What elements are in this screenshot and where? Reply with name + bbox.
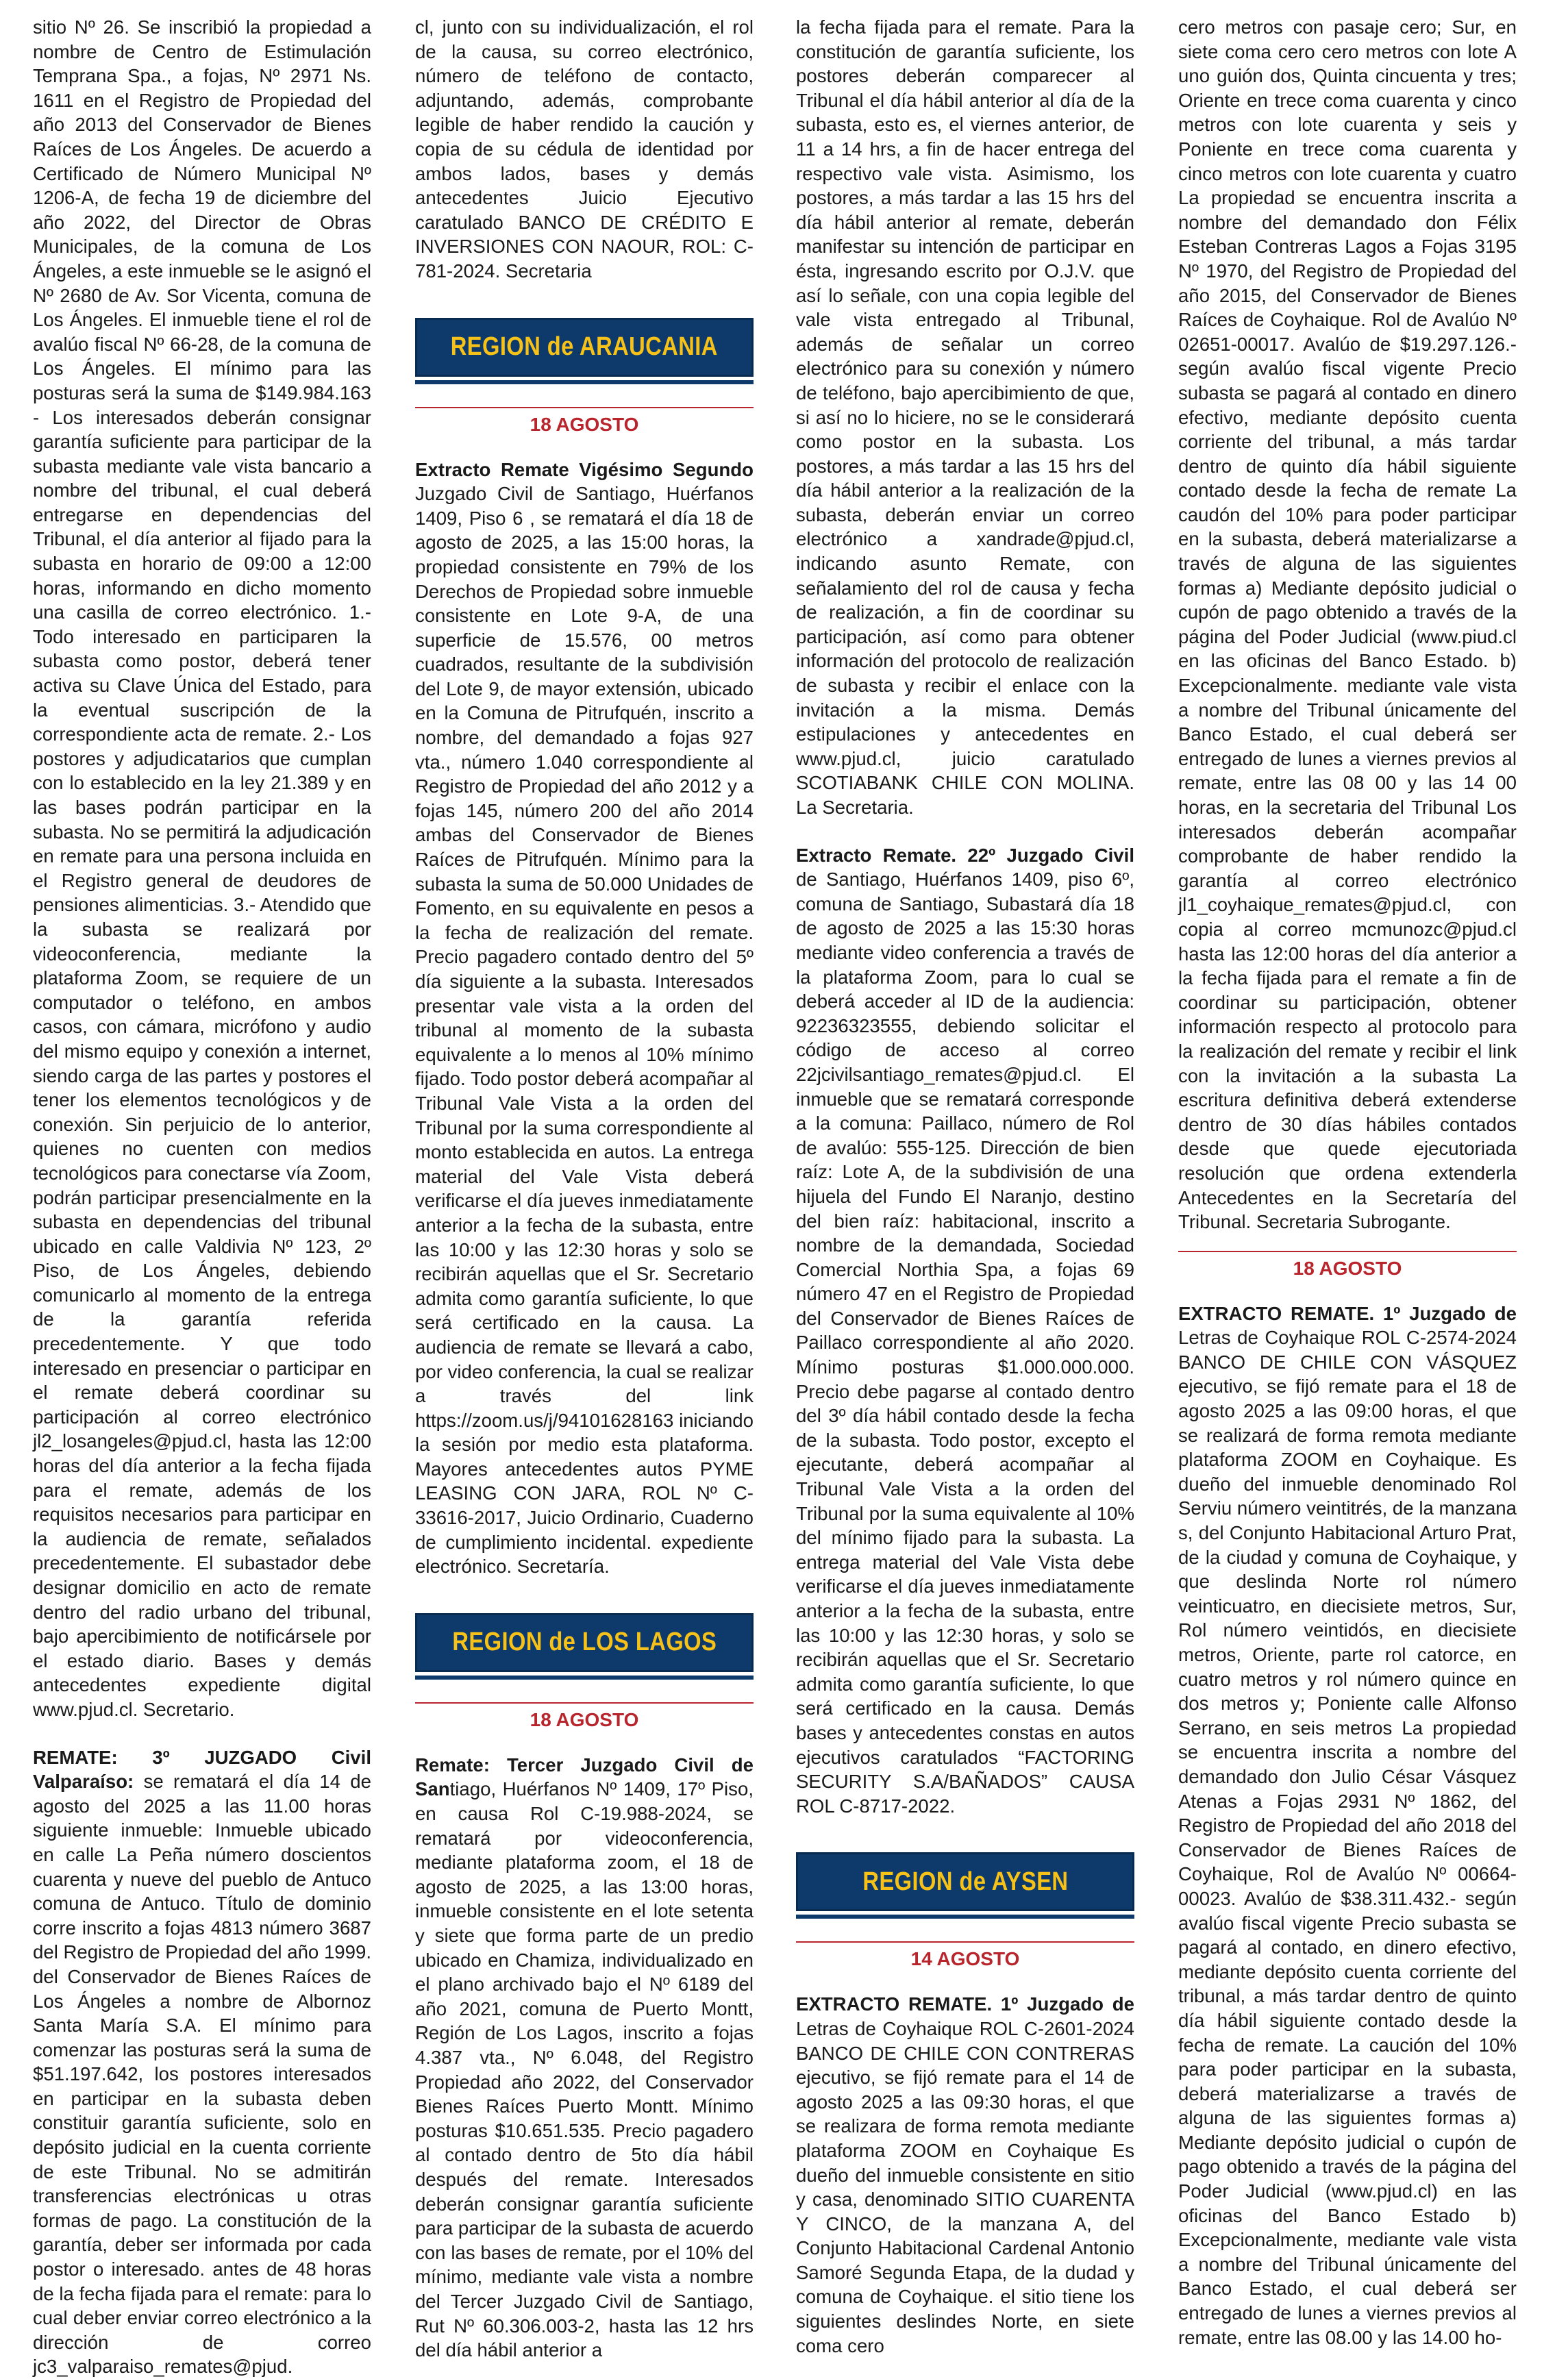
region-banner-los-lagos	[415, 1613, 754, 1672]
notice-pitrufquen	[415, 458, 754, 1579]
notice-coyhaique-contreras	[796, 1992, 1134, 2358]
date-section	[796, 1941, 1134, 1978]
notice-coyhaique-contreras-continued: cero metros con pasaje cero; Sur, en siete coma cero cero metros con lote A uno guión dos, Quinta cincuenta y tres; Oriente en trece coma cuarenta y cinco metros con lote cuarenta y seis y Poniente en trece coma cuarenta y cinco metros con lote cuarenta y cuatro La propiedad se encuentra inscrita a nombre del demandado don Félix Esteban Contreras Lagos a Fojas 3195 Nº 1970, del Registro de Propiedad del año 2015, del Conservador de Bienes Raíces de Coyhaique. Rol de Avalúo Nº 02651-00017. Avalúo de $19.297.126.- según avalúo fiscal vigente Precio subasta se pagará al contado en dinero efectivo, mediante depósito cuenta corriente del tribunal, a más tardar dentro de quinto día hábil siguiente contado desde la fecha de remate La caudón del 10% para poder participar en la subasta, deberá materializarse a través de alguna de las siguientes formas a) Mediante depósito judicial o cupón de pago obtenido a través de la página del Poder Judicial (www.piud.cl en las oficinas del Banco Estado. b) Excepcionalmente. mediante vale vista a nombre del Tribunal únicamente del Banco Estado, el cual deberá ser entregado de lunes a viernes previos al remate, entre las 08 00 y las 14 00 horas, en la secretaria del Tribunal Los interesados deberán acompañar comprobante de haber rendido la garantía al correo electrónico jl1_coyhaique_remates@pjud.cl, con copia al correo mcmunozc@pjud.cl hasta las 12:00 horas del día anterior a la fecha fijada para el remate a fin de coordinar su participación, obtener información respecto al protocolo para la realización del remate y recibir el link con la invitación a la subasta La escritura definitiva deberá extenderse dentro de 30 días hábiles contados desde que quede ejecutoriada resolución que ordena extenderla Antecedentes en la Secretaría del Tribunal. Secretaria Subrogante.	[1178, 16, 1517, 1233]
notice-coyhaique-vasquez	[1178, 1301, 1517, 2350]
notice-puerto-montt	[415, 1753, 754, 2363]
column-2	[415, 15, 754, 2361]
notice-los-angeles-continued: sitio Nº 26. Se inscribió la propiedad a nombre de Centro de Estimulación Temprana Spa., a fojas, Nº 2971 Ns. 1611 en el Registro de Propiedad del año 2013 del Conservador de Bienes Raíces de Los Ángeles. De acuerdo a Certificado de Número Municipal Nº 1206-A, de fecha 19 de diciembre del año 2022, del Director de Obras Municipales, de la comuna de Los Ángeles, a este inmueble se le asignó el Nº 2680 de Av. Sor Vicenta, comuna de Los Ángeles. El inmueble tiene el rol de avalúo fiscal Nº 66-28, de la comuna de Los Ángeles. El mínimo para las posturas será la suma de $149.984.163 - Los interesados deberán consignar garantía suficiente para participar de la subasta mediante vale vista bancario a nombre del tribunal, el cual deberá entregarse en dependencias del Tribunal, el día anterior al fijado para la subasta en horario de 09:00 a 12:00 horas, informando en dicho momento una casilla de correo electrónico. 1.- Todo interesado en participaren la subasta como postor, deberá tener activa su Clave Única del Estado, para la eventual suscripción de la correspondiente acta de remate. 2.- Los postores y adjudicatarios que cumplan con lo establecido en la ley 21.389 y en las bases podrán participar en la subasta. No se permitirá la adjudicación en remate para una persona incluida en el Registro general de deudores de pensiones alimenticias. 3.- Atendido que la subasta se realizará por videoconferencia, mediante la plataforma Zoom, se requiere de un computador o teléfono, en ambos casos, con cámara, micrófono y audio del mismo equipo y conexión a internet, siendo carga de las partes y postores el tener los elementos tecnológicos y de conexión. Sin perjuicio de lo anterior, quienes no cuenten con medios tecnológicos para conectarse vía Zoom, podrán participar presencialmente en la subasta en dependencias del tribunal ubicado en calle Valdivia Nº 123, 2º Piso, de Los Ángeles, debiendo comunicarlo al momento de la entrega de la garantía referida precedentemente. Y que todo interesado en presenciar o participar en el remate deberá coordinar su participación al correo electrónico jl2_losangeles@pjud.cl, hasta las 12:00 horas del día anterior a la fecha fijada para el remate, además de los requisitos necesarios para participar en la audiencia de remate, señalados precedentemente. El subastador debe designar domicilio en acto de remate dentro del radio urbano del tribunal, bajo apercibimiento de notificársele por el estado diario. Bases y demás antecedentes expediente digital www.pjud.cl. Secretario.	[33, 16, 371, 1720]
notice-lead: EXTRACTO REMATE. 1º Juzgado de	[1178, 1302, 1517, 1324]
date-heading: 18 AGOSTO	[415, 1702, 754, 1739]
column-1	[33, 15, 371, 2378]
notice-body: Letras de Coyhaique ROL C-2574-2024 BANCO DE CHILE CON VÁSQUEZ ejecutivo, se fijó remate para el 18 de agosto 2025 a las 09:00 horas, el que se realizará de forma remota mediante plataforma ZOOM en Coyhaique. Es dueño del inmueble denominado Rol Serviu número veintitrés, de la manzana s, del Conjunto Habitacional Arturo Prat, de la ciudad y comuna de Coyhaique, y que deslinda Norte rol número veinticuatro, en diecisiete metros, Sur, Rol número veintidós, en diecisiete metros, Oriente, parte rol catorce, en cuatro metros y rol número quince en dos metros y; Poniente calle Alfonso Serrano, en seis metros La propiedad se encuentra inscrita a nombre del demandado don Julio César Vásquez Atenas a Fojas 2931 Nº 1862, del Registro de Propiedad del año 2018 del Conservador de Bienes Raíces de Coyhaique, Rol de Avalúo Nº 00664-00023. Avalúo de $38.311.432.- según avalúo fiscal vigente Precio subasta se pagará al contado, en dinero efectivo, mediante depósito cuenta corriente del tribunal, a más tardar dentro de quinto día hábil siguiente contado desde la fecha de remate. La caución del 10% para poder participar en la subasta, deberá materializarse a través de alguna de las siguientes formas a) Mediante depósito judicial o cupón de pago obtenido a través de la página del Poder Judicial (www.pjud.cl) en las oficinas del Banco Estado b) Excepcionalmente, mediante vale vista a nombre del Tribunal únicamente del Banco Estado, el cual deberá ser entregado de lunes a viernes previos al remate, entre las 08.00 y las 14.00 ho-	[1178, 1327, 1517, 2348]
region-banner-label: REGION de AYSEN	[862, 1867, 1069, 1896]
notice-naour-continued: cl, junto con su individualización, el rol de la causa, su correo electrónico, número de teléfono de contacto, adjuntando, además, comprobante legible de haber rendido la caución y copia de su cédula de identidad por ambos lados, bases y demás antecedentes Juicio Ejecutivo caratulado BANCO DE CRÉDITO E INVERSIONES CON NAOUR, ROL: C-781-2024. Secretaria	[415, 16, 754, 282]
region-banner-label: REGION de ARAUCANIA	[450, 332, 719, 362]
column-3	[796, 15, 1134, 2356]
notice-body: Juzgado Civil de Santiago, Huérfanos 1409, Piso 6 , se rematará el día 18 de agosto de 2025, a las 15:00 horas, la propiedad consistente en 79% de los Derechos de Propiedad sobre inmueble consistente en Lote 9-A, de una superficie de 15.576, 00 metros cuadrados, resultante de la subdivisión del Lote 9, de mayor extensión, ubicado en la Comuna de Pitrufquén, inscrito a nombre, del demandado a fojas 927 vta., número 1.040 correspondiente al Registro de Propiedad del año 2012 y a fojas 145, número 200 del año 2014 ambas del Conservador de Bienes Raíces de Pitrufquén. Mínimo para la subasta la suma de 50.000 Unidades de Fomento, en su equivalente en pesos a la fecha de realización del remate. Precio pagadero contado dentro del 5º día siguiente a la subasta. Interesados presentar vale vista a la orden del tribunal al momento de la subasta equivalente a lo menos al 10% mínimo fijado. Todo postor deberá acompañar al Tribunal Vale Vista a la orden del Tribunal por la suma correspondiente al monto establecida en autos. La entrega material del Vale Vista deberá verificarse el día jueves inmediatamente anterior a la fecha de la subasta, entre las 10:00 y las 12:30 horas y solo se recibirán aquellas que el Sr. Secretario admita como garantía suficiente, lo que será certificado en la causa. La audiencia de remate se llevará a cabo, por video conferencia, la cual se realizar a través del link https://zoom.us/j/94101628163 iniciando la sesión por medio esta plataforma. Mayores antecedentes autos PYME LEASING CON JARA, ROL Nº C-33616-2017, Juicio Ordinario, Cuaderno de cumplimiento incidental. expediente electrónico. Secretaría.	[415, 483, 754, 1578]
date-section	[415, 407, 754, 444]
notice-body: se rematará el día 14 de agosto del 2025 a las 11.00 horas siguiente inmueble: Inmueble ubicado en calle La Peña número doscientos cuarenta y nueve del pueblo de Antuco comuna de Antuco. Título de dominio corre inscrito a fojas 4813 número 3687 del Registro de Propiedad del año 1999. del Conservador de Bienes Raíces de Los Ángeles a nombre de Albornoz Santa María S.A. El mínimo para comenzar las posturas será la suma de $51.197.642, los postores interesados en participar en la subasta deben constituir garantía suficiente, solo en depósito judicial en la cuenta corriente de este Tribunal. No se admitirán transferencias electrónicas u otras formas de pago. La constitución de la garantía, deber ser informada por cada postor o interesado. antes de 48 horas de la fecha fijada para el remate: para lo cual deber enviar correo electrónico a la dirección de correo jc3_valparaiso_remates@pjud.	[33, 1771, 371, 2378]
notice-body: Letras de Coyhaique ROL C-2601-2024 BANCO DE CHILE CON CONTRERAS ejecutivo, se fijó remate para el 14 de agosto 2025 a las 09:30 horas, el que se realizara de forma remota mediante plataforma ZOOM en Coyhaique Es dueño del inmueble consistente en sitio y casa, denominado SITIO CUARENTA Y CINCO, de la manzana A, del Conjunto Habitacional Cardenal Antonio Samoré Segunda Etapa, de la dudad y comuna de Coyhaique. el sitio tiene los siguientes deslindes Norte, en siete coma cero	[796, 2017, 1134, 2356]
region-banner-aysen	[796, 1852, 1134, 1911]
notice-lead: EXTRACTO REMATE. 1º Juzgado de	[796, 1993, 1134, 2015]
column-4	[1178, 15, 1517, 2348]
notice-lead: REMATE: 3º JUZGADO Civil Valparaíso:	[33, 1746, 371, 1793]
notice-body: tiago, Huérfanos Nº 1409, 17º Piso, en causa Rol C-19.988-2024, se rematará por videoconferencia, mediante plataforma zoom, el 18 de agosto de 2025, a las 13:00 horas, inmueble consistente en el lote setenta y siete que forma parte de un predio ubicado en Chamiza, individualizado en el plano archivado bajo el Nº 6189 del año 2021, comuna de Puerto Montt, Región de Los Lagos, inscrito a fojas 4.387 vta., Nº 6.048, del Registro Propiedad año 2022, del Conservador Bienes Raíces Puerto Montt. Mínimo posturas $10.651.535. Precio pagadero al contado dentro de 5to día hábil después del remate. Interesados deberán consignar garantía suficiente para participar de la subasta de acuerdo con las bases de remate, por el 10% del mínimo, mediante vale vista a nombre del Tercer Juzgado Civil de Santiago, Rut Nº 60.306.003-2, hasta las 12 hrs del día hábil anterior a	[415, 1778, 754, 2361]
notice-valparaiso	[33, 1745, 371, 2379]
notice-body: de Santiago, Huérfanos 1409, piso 6º, comuna de Santiago, Subastará día 18 de agosto de 2025 a las 15:30 horas mediante video conferencia a través de la plataforma Zoom, para lo cual se deberá acceder al ID de la audiencia: 92236323555, debiendo solicitar el código de acceso al correo 22jcivilsantiago_remates@pjud.cl. El inmueble que se rematará corresponde a la comuna: Paillaco, número de Rol de avalúo: 555-125. Dirección de bien raíz: Lote A, de la subdivisión de una hijuela del Fundo El Naranjo, destino del bien raíz: habitacional, inscrito a nombre de la demandada, Sociedad Comercial Northia Spa, a fojas 69 número 47 en el Registro de Propiedad del Conservador de Bienes Raíces de Paillaco correspondiente al año 2020. Mínimo posturas $1.000.000.000. Precio debe pagarse al contado dentro del 3º día hábil contado desde la fecha de la subasta. Todo postor, excepto el ejecutante, deberá acompañar al Tribunal Vale Vista a la orden del Tribunal por la suma equivalente al 10% del mínimo fijado para la subasta. La entrega material del Vale Vista debe verificarse el día jueves inmediatamente anterior a la fecha de la subasta, entre las 10:00 y las 12:30 horas, y solo se recibirán aquellas que el Sr. Secretario admita como garantía suficiente, lo que será certificado en la causa. Demás bases y antecedentes constas en autos ejecutivos caratulados “FACTORING SECURITY S.A/BAÑADOS” CAUSA ROL C-8717-2022.	[796, 869, 1134, 1817]
region-banner-araucania	[415, 318, 754, 377]
date-heading: 18 AGOSTO	[415, 407, 754, 444]
date-heading: 14 AGOSTO	[796, 1941, 1134, 1978]
notice-lead: Extracto Remate. 22º Juzgado Civil	[796, 844, 1134, 866]
date-section	[1178, 1251, 1517, 1288]
region-banner-label: REGION de LOS LAGOS	[452, 1628, 717, 1657]
notice-lead: Remate: Tercer Juzgado Civil de San	[415, 1754, 754, 1800]
notice-paillaco	[796, 843, 1134, 1819]
date-heading: 18 AGOSTO	[1178, 1251, 1517, 1288]
notice-scotiabank-continued: la fecha fijada para el remate. Para la constitución de garantía suficiente, los postores deberán comparecer al Tribunal el día hábil anterior al día de la subasta, esto es, el viernes anterior, de 11 a 14 hrs, a fin de hacer entrega del respectivo vale vista. Asimismo, los postores, a más tardar a las 15 hrs del día hábil anterior al remate, deberán manifestar su intención de participar en ésta, ingresando escrito por O.J.V. que así lo señale, con una copia legible del vale vista entregado al Tribunal, además de señalar un correo electrónico para su conexión y número de teléfono, bajo apercibimiento de que, si así no lo hiciere, no se le considerará como postor en la subasta. Los postores, a más tardar a las 15 hrs del día hábil anterior a la realización de la subasta, deberán enviar un correo electrónico a xandrade@pjud.cl, indicando asunto Remate, con señalamiento del rol de causa y fecha de realización, a fin de coordinar su participación, así como para obtener información del protocolo de realización de subasta y recibir el enlace con la invitación a la misma. Demás estipulaciones y antecedentes en www.pjud.cl, juicio caratulado SCOTIABANK CHILE CON MOLINA. La Secretaria.	[796, 16, 1134, 818]
notice-lead: Extracto Remate Vigésimo Segundo	[415, 458, 754, 480]
date-section	[415, 1702, 754, 1739]
